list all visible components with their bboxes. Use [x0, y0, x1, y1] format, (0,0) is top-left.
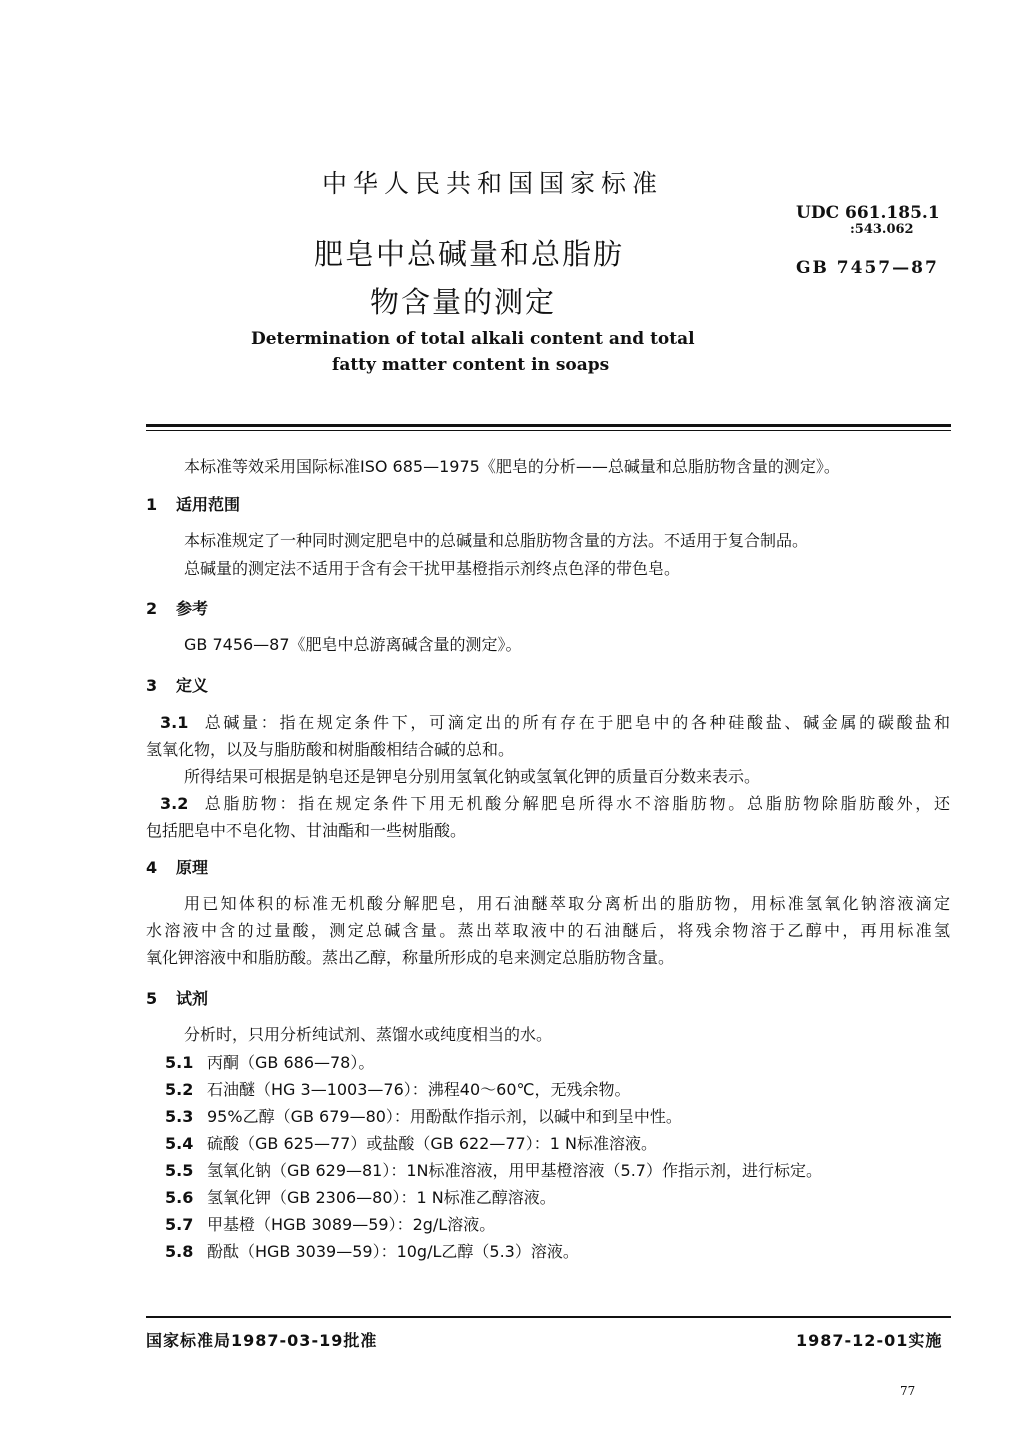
document-title-en-line2: fatty matter content in soaps	[332, 355, 610, 375]
definition-3-2-line1	[160, 791, 950, 814]
clause-text: 总脂肪物：指在规定条件下用无机酸分解肥皂所得水不溶脂肪物。总脂肪物除脂肪酸外，还	[202, 794, 950, 813]
document-title-zh-line2: 物含量的测定	[370, 285, 557, 319]
section-3-heading	[146, 673, 208, 696]
header-divider-thin	[146, 430, 951, 431]
reagent-item	[165, 1239, 579, 1262]
effective-date: 1987-12-01实施	[796, 1331, 943, 1350]
reagent-text: 酚酞（HGB 3039—59）：10g/L乙醇（5.3）溶液。	[207, 1242, 579, 1261]
section-number: 3	[146, 676, 158, 695]
document-title-zh-line1: 肥皂中总碱量和总脂肪	[314, 237, 625, 271]
clause-number: 5.7	[165, 1215, 194, 1234]
reagent-item	[165, 1050, 374, 1073]
adoption-statement: 本标准等效采用国际标准ISO 685—1975《肥皂的分析——总碱量和总脂肪物含量的测定》。	[184, 457, 840, 476]
section-4-heading	[146, 855, 208, 878]
principle-line2: 水溶液中含的过量酸，测定总碱含量。蒸出萃取液中的石油醚后，将残余物溶于乙醇中，再用标准氢	[146, 921, 950, 940]
definition-3-1-line1	[160, 710, 950, 733]
national-standard-heading: 中华人民共和国国家标准	[322, 169, 664, 198]
clause-number: 5.1	[165, 1053, 194, 1072]
principle-line3: 氧化钾溶液中和脂肪酸。蒸出乙醇，称量所形成的皂来测定总脂肪物含量。	[146, 948, 675, 967]
reagent-text: 丙酮（GB 686—78）。	[207, 1053, 375, 1072]
reagent-item	[165, 1131, 657, 1154]
reagent-item	[165, 1185, 556, 1208]
reagent-text: 氢氧化钾（GB 2306—80）：1 N标准乙醇溶液。	[207, 1188, 556, 1207]
section-title: 参考	[176, 599, 209, 618]
section-1-paragraph-2: 总碱量的测定法不适用于含有会干扰甲基橙指示剂终点色泽的带色皂。	[184, 559, 681, 578]
section-number: 2	[146, 599, 158, 618]
reagent-item	[165, 1077, 630, 1100]
definition-3-2-line2: 包括肥皂中不皂化物、甘油酯和一些树脂酸。	[146, 821, 467, 840]
clause-number: 5.6	[165, 1188, 194, 1207]
principle-line1: 用已知体积的标准无机酸分解肥皂，用石油醚萃取分离析出的脂肪物，用标准氢氧化钠溶液滴定	[184, 894, 950, 913]
definition-3-1-line2: 氢氧化物，以及与脂肪酸和树脂酸相结合碱的总和。	[146, 740, 515, 759]
footer-divider	[146, 1316, 951, 1318]
definition-3-1-line3: 所得结果可根据是钠皂还是钾皂分别用氢氧化钠或氢氧化钾的质量百分数来表示。	[184, 767, 761, 786]
clause-number: 5.4	[165, 1134, 194, 1153]
section-number: 5	[146, 989, 158, 1008]
reagents-intro: 分析时，只用分析纯试剂、蒸馏水或纯度相当的水。	[184, 1025, 553, 1044]
udc-code-continuation: :543.062	[850, 222, 914, 237]
reagent-text: 甲基橙（HGB 3089—59）：2g/L溶液。	[207, 1215, 496, 1234]
page-number: 77	[900, 1384, 916, 1398]
reagent-item	[165, 1212, 495, 1235]
section-number: 1	[146, 495, 158, 514]
udc-code: UDC 661.185.1	[796, 203, 940, 223]
gb-standard-code: GB 7457—87	[796, 258, 939, 278]
reagent-text: 石油醚（HG 3—1003—76）：沸程40～60℃，无残余物。	[207, 1080, 631, 1099]
reagent-text: 氢氧化钠（GB 629—81）：1N标准溶液，用甲基橙溶液（5.7）作指示剂，进行标定。	[207, 1161, 822, 1180]
section-title: 定义	[176, 676, 209, 695]
section-1-paragraph-1: 本标准规定了一种同时测定肥皂中的总碱量和总脂肪物含量的方法。不适用于复合制品。	[184, 531, 809, 550]
approval-date: 国家标准局1987-03-19批准	[146, 1331, 378, 1350]
section-title: 适用范围	[176, 495, 241, 514]
document-title-en-line1: Determination of total alkali content and total	[251, 329, 695, 349]
reagent-item	[165, 1158, 822, 1181]
section-number: 4	[146, 858, 158, 877]
clause-text: 总碱量：指在规定条件下，可滴定出的所有存在于肥皂中的各种硅酸盐、碱金属的碳酸盐和	[202, 713, 950, 732]
section-2-reference: GB 7456—87《肥皂中总游离碱含量的测定》。	[184, 635, 522, 654]
clause-number: 5.5	[165, 1161, 194, 1180]
reagent-text: 硫酸（GB 625—77）或盐酸（GB 622—77）：1 N标准溶液。	[207, 1134, 657, 1153]
clause-number: 3.1	[160, 713, 189, 732]
section-2-heading	[146, 596, 208, 619]
section-title: 试剂	[176, 989, 209, 1008]
reagent-item	[165, 1104, 682, 1127]
clause-number: 5.8	[165, 1242, 194, 1261]
section-5-heading	[146, 986, 208, 1009]
reagent-text: 95%乙醇（GB 679—80）：用酚酞作指示剂，以碱中和到呈中性。	[207, 1107, 682, 1126]
section-1-heading	[146, 492, 240, 515]
section-title: 原理	[176, 858, 209, 877]
clause-number: 3.2	[160, 794, 189, 813]
clause-number: 5.3	[165, 1107, 194, 1126]
header-divider	[146, 424, 951, 427]
clause-number: 5.2	[165, 1080, 194, 1099]
